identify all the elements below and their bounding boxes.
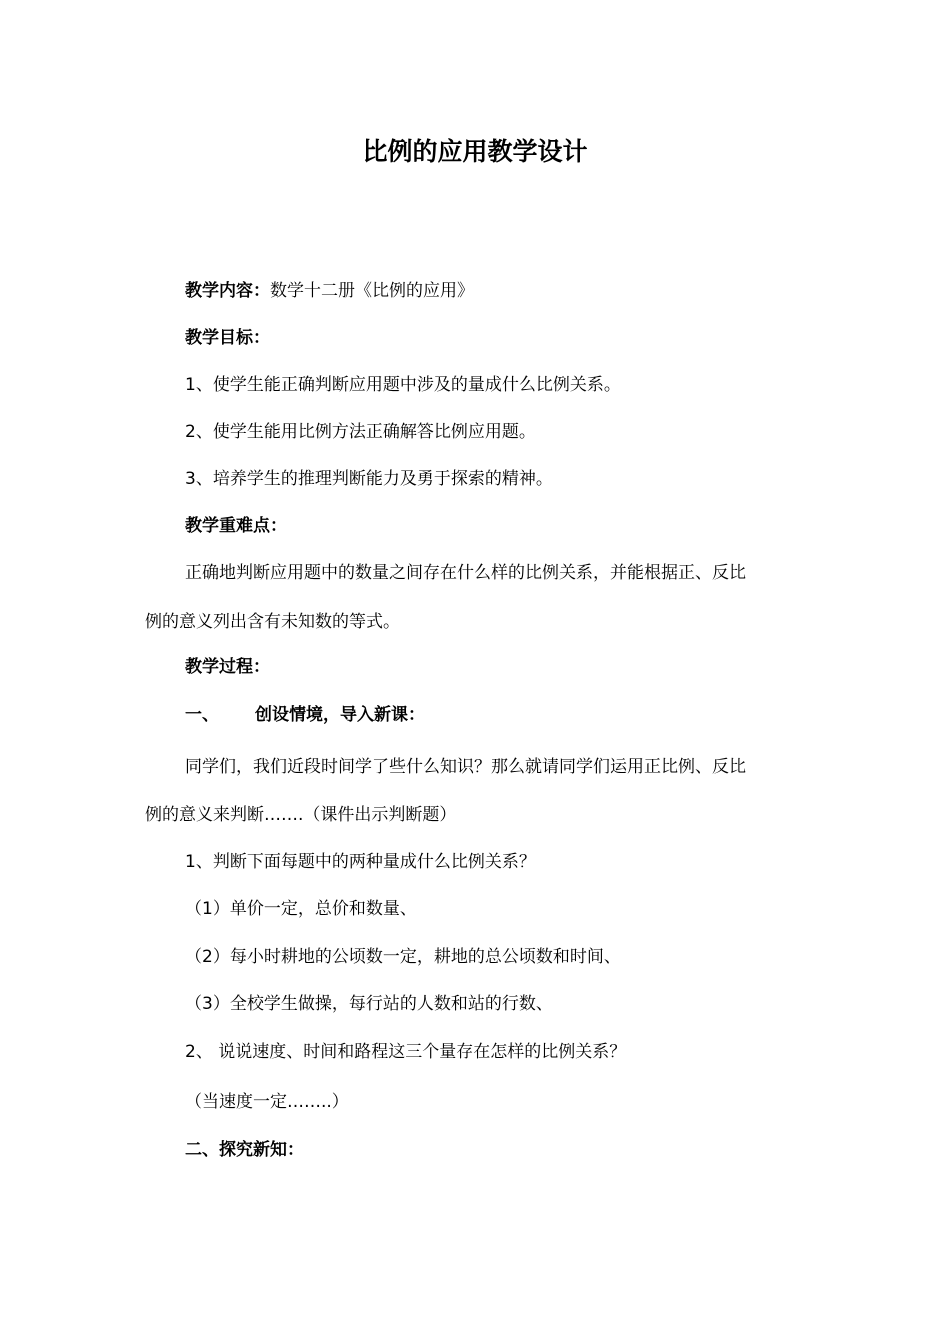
section2-heading: 二、探究新知：: [185, 1140, 304, 1160]
section1-paragraph: 同学们，我们近段时间学了些什么知识？那么就请同学们运用正比例、反比: [185, 757, 746, 777]
section1-paragraph: 例的意义来判断…….（课件出示判断题）: [145, 805, 457, 825]
content-value: 数学十二册《比例的应用》: [270, 281, 474, 301]
key-points-heading: 教学重难点：: [185, 516, 287, 536]
section1-title: 创设情境，导入新课：: [255, 705, 425, 725]
objective-item: 1、使学生能正确判断应用题中涉及的量成什么比例关系。: [185, 375, 621, 395]
key-points-text: 例的意义列出含有未知数的等式。: [145, 612, 400, 632]
content-label: 教学内容：: [185, 281, 270, 301]
key-points-text: 正确地判断应用题中的数量之间存在什么样的比例关系，并能根据正、反比: [185, 563, 746, 583]
question-1-item: （2）每小时耕地的公顷数一定，耕地的总公顷数和时间、: [185, 947, 621, 967]
section1-number: 一、: [185, 705, 219, 725]
question-1-item: （1）单价一定，总价和数量、: [185, 899, 417, 919]
question-2-hint: （当速度一定……..）: [185, 1092, 349, 1112]
document-title: 比例的应用教学设计: [362, 137, 588, 166]
question-2: 2、 说说速度、时间和路程这三个量存在怎样的比例关系？: [185, 1042, 627, 1062]
objective-item: 2、使学生能用比例方法正确解答比例应用题。: [185, 422, 536, 442]
process-heading: 教学过程：: [185, 657, 270, 677]
question-1-item: （3）全校学生做操，每行站的人数和站的行数、: [185, 994, 553, 1014]
objectives-heading: 教学目标：: [185, 328, 270, 348]
question-1: 1、判断下面每题中的两种量成什么比例关系？: [185, 852, 536, 872]
objective-item: 3、培养学生的推理判断能力及勇于探索的精神。: [185, 469, 553, 489]
content-line: [185, 279, 474, 303]
section1-heading: [185, 703, 425, 727]
